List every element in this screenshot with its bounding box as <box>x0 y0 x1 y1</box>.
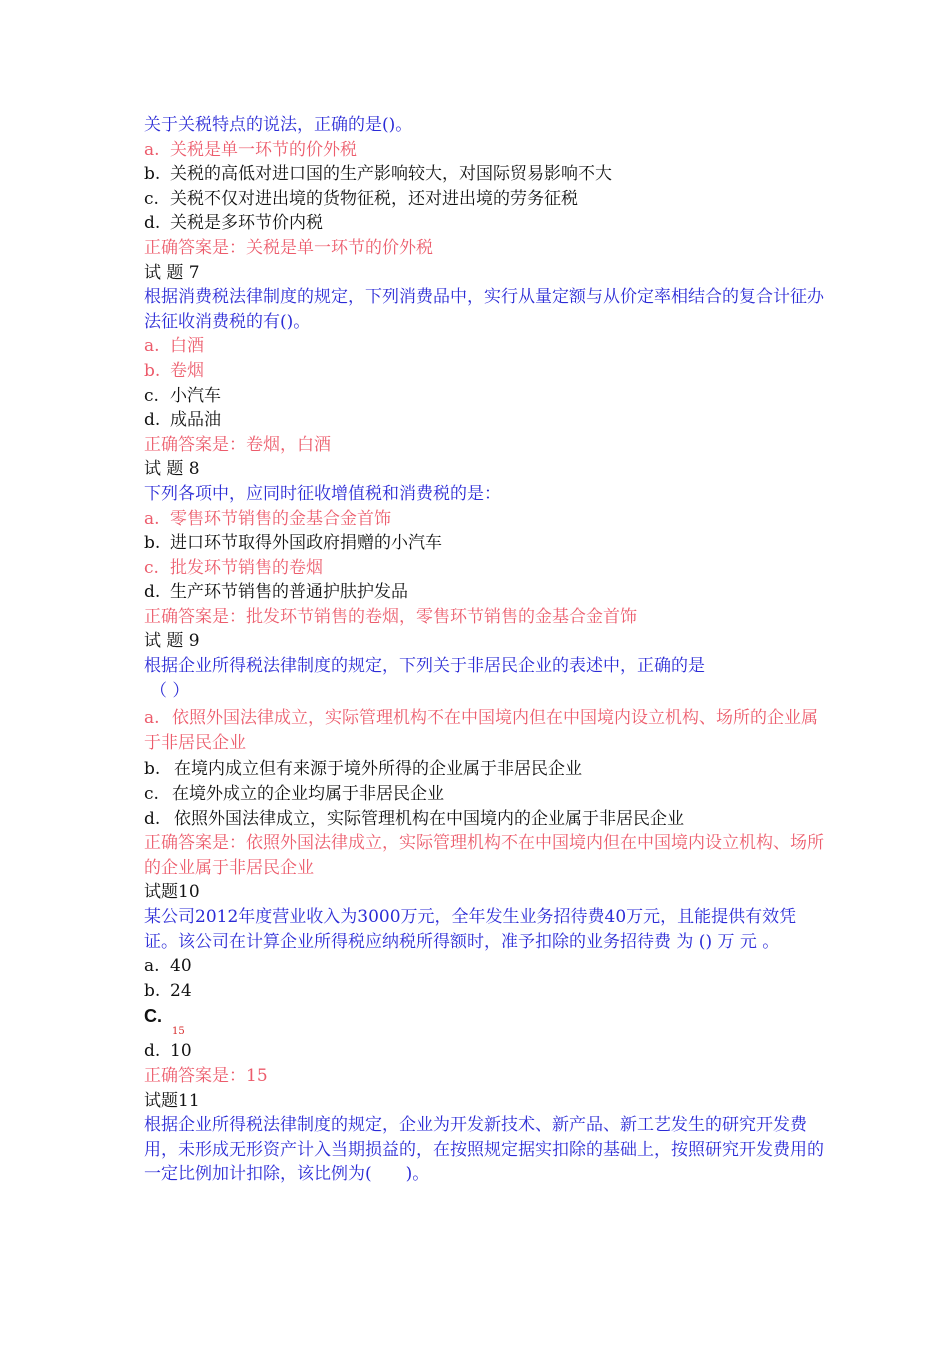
option-text: 10 <box>170 1041 192 1062</box>
question-heading: 试题10 <box>144 882 200 903</box>
correct-answer: 正确答案是：批发环节销售的卷烟，零售环节销售的金基合金首饰 <box>144 606 637 627</box>
option-text: 24 <box>170 980 192 1001</box>
option-text: 进口环节取得外国政府捐赠的小汽车 <box>170 533 442 554</box>
option-label: a. <box>144 956 160 977</box>
option-b <box>144 979 824 1004</box>
option-b <box>144 359 824 384</box>
correct-answer: 正确答案是：依照外国法律成立，实际管理机构不在中国境内但在中国境内设立机构、场所的企业属于非居民企业 <box>144 833 824 878</box>
option-text: 在境外成立的企业均属于非居民企业 <box>172 784 444 805</box>
option-c <box>144 556 824 581</box>
option-c <box>144 187 824 212</box>
question-text: 根据消费税法律制度的规定，下列消费品中，实行从量定额与从价定率相结合的复合计征办法征收消费税的有()。 <box>144 287 824 332</box>
option-a <box>144 954 824 979</box>
option-label: c. <box>144 557 159 578</box>
correct-answer: 正确答案是：卷烟，白酒 <box>144 434 331 455</box>
correct-answer: 正确答案是：关税是单一环节的价外税 <box>144 237 433 258</box>
option-text: 卷烟 <box>170 360 204 381</box>
option-text: 关税的高低对进口国的生产影响较大，对国际贸易影响不大 <box>170 164 612 185</box>
option-text: 关税是单一环节的价外税 <box>170 139 357 160</box>
exam-page <box>144 113 824 1187</box>
option-a <box>144 507 824 532</box>
option-label: d. <box>144 410 161 431</box>
option-b <box>144 162 824 187</box>
option-label: a. <box>144 508 160 529</box>
option-label: b. <box>144 164 161 185</box>
question-heading: 试题11 <box>144 1090 200 1111</box>
question-text: 根据企业所得税法律制度的规定，企业为开发新技术、新产品、新工艺发生的研究开发费用，未形成无形资产计入当期损益的，在按照规定据实扣除的基础上，按照研究开发费用的一定比例加计扣除，该比例为( )。 <box>144 1115 824 1185</box>
option-d <box>144 1039 824 1064</box>
option-d <box>144 580 824 605</box>
option-label: a. <box>144 708 160 729</box>
option-text: 小汽车 <box>170 385 221 406</box>
question-text: 关于关税特点的说法，正确的是()。 <box>144 115 413 135</box>
option-label: b. <box>144 759 161 780</box>
option-text: 生产环节销售的普通护肤护发品 <box>170 582 408 603</box>
option-d <box>144 408 824 433</box>
question-text: 下列各项中，应同时征收增值税和消费税的是： <box>144 483 501 504</box>
option-a <box>144 334 824 359</box>
option-label: d. <box>144 213 161 234</box>
option-text: 零售环节销售的金基合金首饰 <box>170 508 391 529</box>
option-label: b. <box>144 533 161 554</box>
option-label: c. <box>144 784 159 805</box>
option-c-label: C. <box>144 1006 162 1027</box>
option-text: 40 <box>170 956 192 977</box>
option-label: b. <box>144 980 161 1001</box>
question-text-line: （ ） <box>150 680 190 701</box>
option-c <box>144 782 824 807</box>
option-label: d. <box>144 1041 161 1062</box>
option-text: 关税不仅对进出境的货物征税，还对进出境的劳务征税 <box>170 188 578 209</box>
option-label: d. <box>144 582 161 603</box>
option-text: 在境内成立但有来源于境外所得的企业属于非居民企业 <box>174 759 582 780</box>
question-heading: 试 题 7 <box>144 262 200 283</box>
option-label: c. <box>144 385 159 406</box>
correct-answer: 正确答案是：15 <box>144 1065 268 1086</box>
option-label: d. <box>144 808 161 829</box>
question-heading: 试 题 8 <box>144 459 200 480</box>
question-text: 某公司2012年度营业收入为3000万元，全年发生业务招待费40万元，且能提供有效凭证。该公司在计算企业所得税应纳税所得额时，准予扣除的业务招待费 为 () 万 元 。 <box>144 907 797 952</box>
option-label: a. <box>144 139 160 160</box>
option-text: 关税是多环节价内税 <box>170 213 323 234</box>
option-c-text: 15 <box>172 1026 185 1038</box>
option-b <box>144 531 824 556</box>
option-b <box>144 757 824 782</box>
option-a <box>144 138 824 163</box>
option-label: b. <box>144 360 161 381</box>
option-c <box>144 384 824 409</box>
option-d <box>144 211 824 236</box>
question-text-line: 根据企业所得税法律制度的规定，下列关于非居民企业的表述中，正确的是 <box>144 656 705 677</box>
option-text: 依照外国法律成立，实际管理机构在中国境内的企业属于非居民企业 <box>174 808 684 829</box>
option-text: 白酒 <box>170 336 204 357</box>
option-label: c. <box>144 188 159 209</box>
option-text: 成品油 <box>170 410 221 431</box>
option-text: 批发环节销售的卷烟 <box>170 557 323 578</box>
option-d <box>144 807 824 832</box>
option-text: 依照外国法律成立，实际管理机构不在中国境内但在中国境内设立机构、场所的企业属于非居民企业 <box>144 708 818 753</box>
option-a <box>144 706 824 755</box>
option-label: a. <box>144 336 160 357</box>
question-heading: 试 题 9 <box>144 631 200 652</box>
